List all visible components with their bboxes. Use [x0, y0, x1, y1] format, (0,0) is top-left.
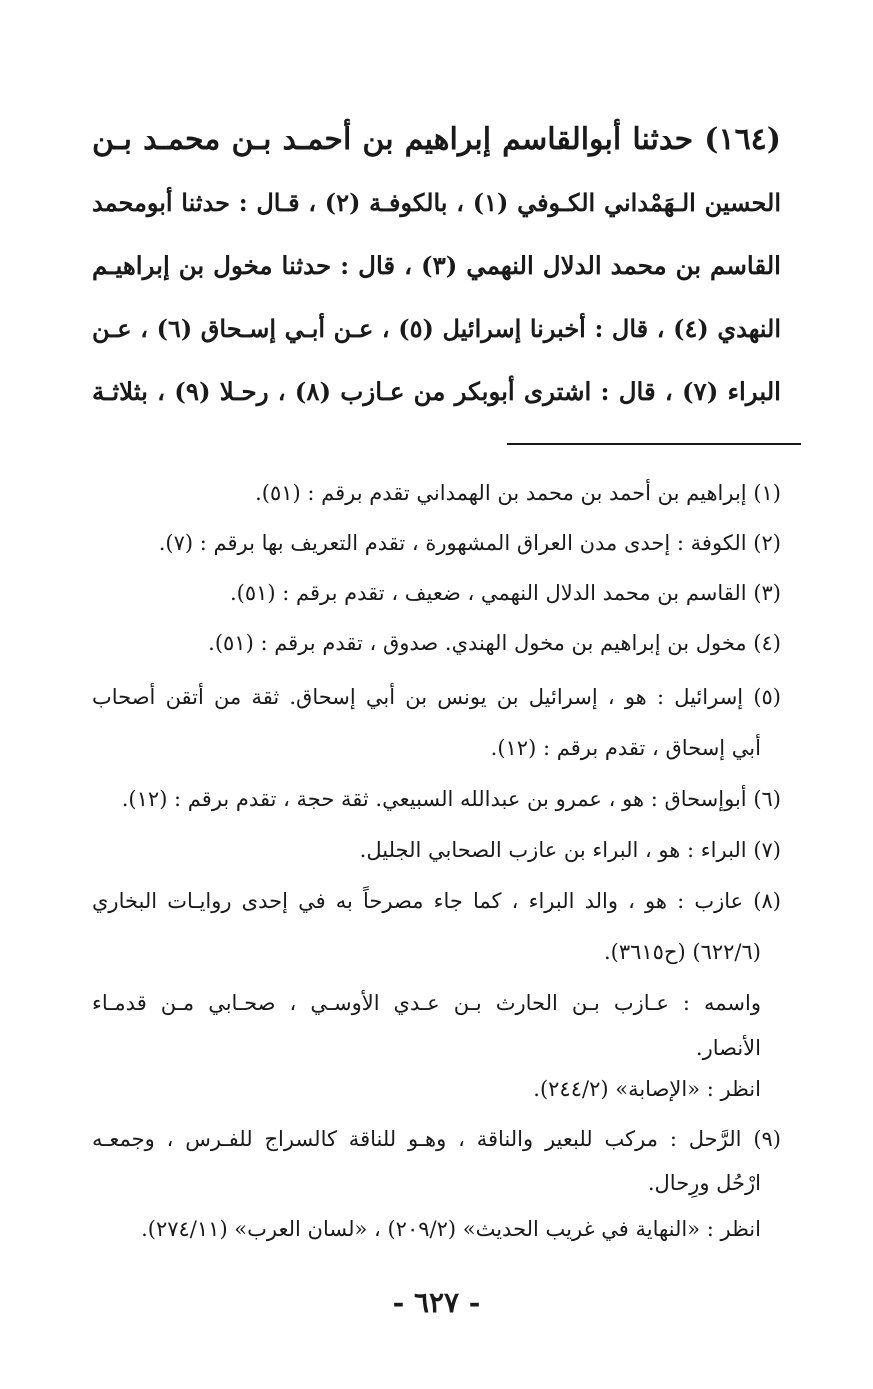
- footnote-line: انظر : «الإصابة» (٢٤٤/٢).: [533, 1077, 761, 1101]
- main-text-line: البراء (٧) ، قال : اشترى أبوبكر من عـازب (٨) ، رحـلا (٩) ، بثلاثـة: [92, 377, 781, 406]
- footnote-line: أبي إسحاق ، تقدم برقم : (١٢).: [490, 736, 761, 760]
- footnote-line: (٢) الكوفة : إحدى مدن العراق المشهورة ، تقدم التعريف بها برقم : (٧).: [158, 531, 781, 555]
- hadith-text: [92, 108, 781, 423]
- footnote-separator: [507, 443, 801, 445]
- footnote-line: (٤) مخول بن إبراهيم بن مخول الهندي. صدوق ، تقدم برقم : (٥١).: [208, 631, 781, 655]
- footnote-line: انظر : «النهاية في غريب الحديث» (٢٠٩/٢) ، «لسان العرب» (٢٧٤/١١).: [141, 1217, 761, 1241]
- footnote-line: (٣) القاسم بن محمد الدلال النهمي ، ضعيف ، تقدم برقم : (٥١).: [229, 581, 781, 605]
- main-text-line: الحسين الـهَمْداني الكـوفي (١) ، بالكوفـة (٢) ، قـال : حدثنا أبومحمد: [92, 188, 781, 217]
- footnote-line: واسمه : عـازب بـن الحارث بـن عـدي الأوسـي ، صحـابي مـن قدمـاء: [92, 991, 761, 1015]
- footnote-line: (٦) أبوإسحاق : هو ، عمرو بن عبدالله السبيعي. ثقة حجة ، تقدم برقم : (١٢).: [121, 787, 781, 811]
- footnote-line: ارْحُل ورِحال.: [647, 1171, 761, 1195]
- footnote-line: (٥) إسرائيل : هو ، إسرائيل بن يونس بن أبي إسحاق. ثقة من أتقن أصحاب: [92, 685, 781, 709]
- footnote-line: (٩) الرَّحل : مركب للبعير والناقة ، وهـو للناقة كالسراج للفـرس ، وجمعـه: [92, 1127, 781, 1151]
- page-number: - ٦٢٧ -: [392, 1286, 481, 1319]
- footnote-line: (٦٢٢/٦) (ح٣٦١٥).: [603, 940, 761, 964]
- footnote-line: (١) إبراهيم بن أحمد بن محمد بن الهمداني تقدم برقم : (٥١).: [255, 481, 781, 505]
- main-text-line: (١٦٤) حدثنا أبوالقاسم إبراهيم بن أحمـد بـن محمـد بـن: [92, 122, 781, 157]
- main-text-line: القاسم بن محمد الدلال النهمي (٣) ، قال : حدثنا مخول بن إبراهيـم: [92, 251, 781, 280]
- footnote-line: (٧) البراء : هو ، البراء بن عازب الصحابي الجليل.: [359, 838, 781, 862]
- footnote-line: الأنصار.: [695, 1036, 761, 1060]
- main-text-line: النهدي (٤) ، قال : أخبرنا إسرائيل (٥) ، عـن أبـي إسـحاق (٦) ، عـن: [92, 314, 782, 343]
- footnote-line: (٨) عازب : هو ، والد البراء ، كما جاء مصرحاً به في إحدى روايـات البخاري: [92, 889, 781, 913]
